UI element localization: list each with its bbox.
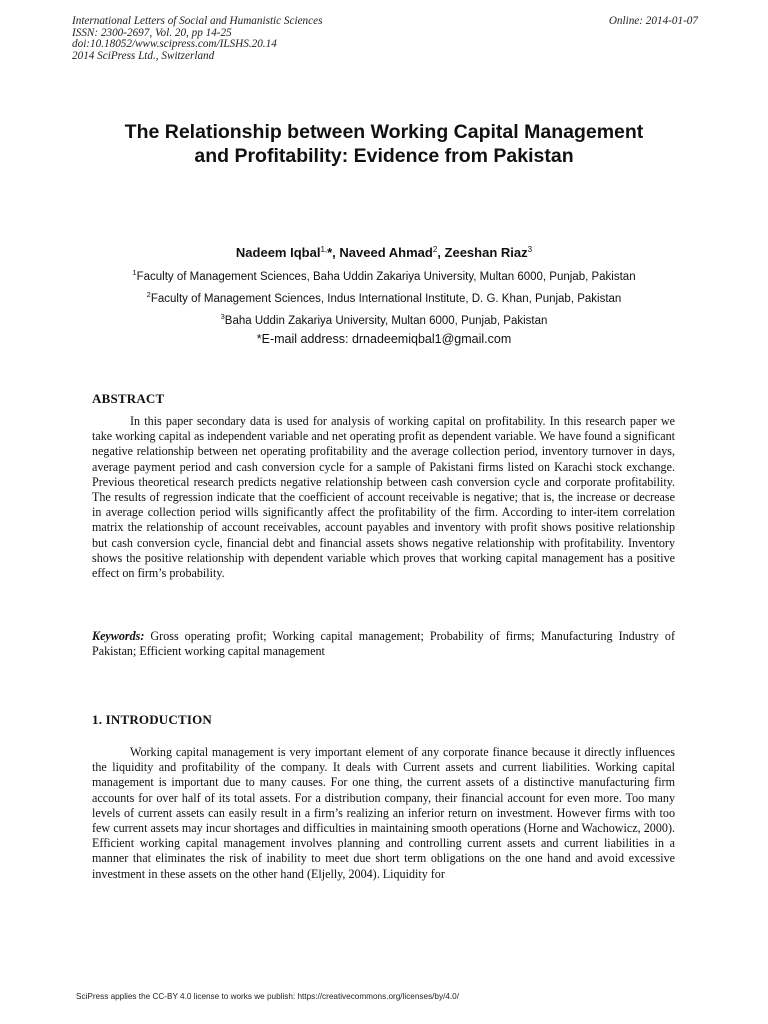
affiliation-text: Baha Uddin Zakariya University, Multan 6000, Punjab, Pakistan [224,315,548,327]
author-separator: , [437,245,445,260]
abstract-text: In this paper secondary data is used for analysis of working capital on profitability. In this research paper we take working capital as independent variable and net operating profit as dependent variable. We have found a significant negative relationship between net operating profitability and the average collection period, inventory turnover in days, average payment period and cash conversion cycle for a sample of Pakistani firms listed on Karachi stock exchange. Previous theoretical research predicts negative relationship between cash conversion cycle and corporate profitability. The results of regression indicate that the coefficient of account receivable is negative; that is, the increase or decrease in average collection period wills significantly affect the profitability of the firm. According to inter-item correlation matrix the relationship of account receivables, account payables and inventory with profit shows positive relationship but cash conversion cycle, financial debt and financial assets shows negative relationship with profitability. Inventory shows the positive relationship with dependent variable which proves that working capital management has a positive effect on firm’s probability. [92,414,675,581]
author-separator: , [332,245,340,260]
affiliation [60,288,708,306]
keywords [92,629,675,659]
affiliation-number: 2 [146,290,151,299]
author-affil-sup: 1, [320,245,328,254]
introduction-heading: 1. INTRODUCTION [92,712,213,727]
corresponding-email[interactable]: *E-mail address: drnadeemiqbal1@gmail.com [256,332,512,346]
author-name: Zeeshan Riaz [444,245,528,260]
affiliation-number: 3 [220,312,225,321]
journal-doi[interactable]: doi:10.18052/www.scipress.com/ILSHS.20.14 [72,38,277,51]
keywords-text: Gross operating profit; Working capital management; Probability of firms; Manufacturing Industry of Pakistan; Efficient working capital management [92,629,675,659]
affiliation-text: Faculty of Management Sciences, Baha Uddin Zakariya University, Multan 6000, Punjab, Pakistan [136,271,636,283]
affiliation [60,310,708,328]
journal-issn: ISSN: 2300-2697, Vol. 20, pp 14-25 [72,26,232,39]
corresponding-mark: * [327,245,333,260]
keywords-label: Keywords: [92,629,145,643]
introduction-text: Working capital management is very important element of any corporate finance because it directly influences the liquidity and profitability of the company. It deals with Current assets and current liabilities. Working capital management is important due to many causes. For one thing, the current assets of a distinctive manufacturing firm accounts for over half of its total assets. For a distribution company, their financial account for even more. Too many levels of current assets can easily result in a firm’s realizing an inferior return on investment. However firms with too few current assets may incur shortages and difficulties in maintaining smooth operations (Horne and Wachowicz, 2000). Efficient working capital management involves planning and controlling current assets and current liabilities in a manner that eliminates the risk of inability to meet due short term obligations on the one hand and avoid excessive investment in these assets on the other hand (Eljelly, 2004). Liquidity for [92,745,675,881]
author-affil-sup: 3 [527,245,533,254]
online-date: Online: 2014-01-07 [608,15,698,27]
abstract-heading: ABSTRACT [92,391,165,406]
journal-header [72,16,698,62]
journal-copyright: 2014 SciPress Ltd., Switzerland [72,49,215,62]
author-name: Nadeem Iqbal [235,245,321,260]
author-list [100,242,668,261]
affiliation-number: 1 [132,268,137,277]
license-footer[interactable]: SciPress applies the CC-BY 4.0 license to works we publish: https://creativecommons.org/licenses/by/4.0/ [76,992,460,1001]
paper-title: The Relationship between Working Capital Management and Profitability: Evidence from Pakistan [124,121,644,167]
affiliation-text: Faculty of Management Sciences, Indus International Institute, D. G. Khan, Punjab, Pakistan [150,293,622,305]
journal-name: International Letters of Social and Humanistic Sciences [72,15,323,27]
affiliation [60,266,708,284]
author-affil-sup: 2 [432,245,438,254]
author-name: Naveed Ahmad [339,245,433,260]
